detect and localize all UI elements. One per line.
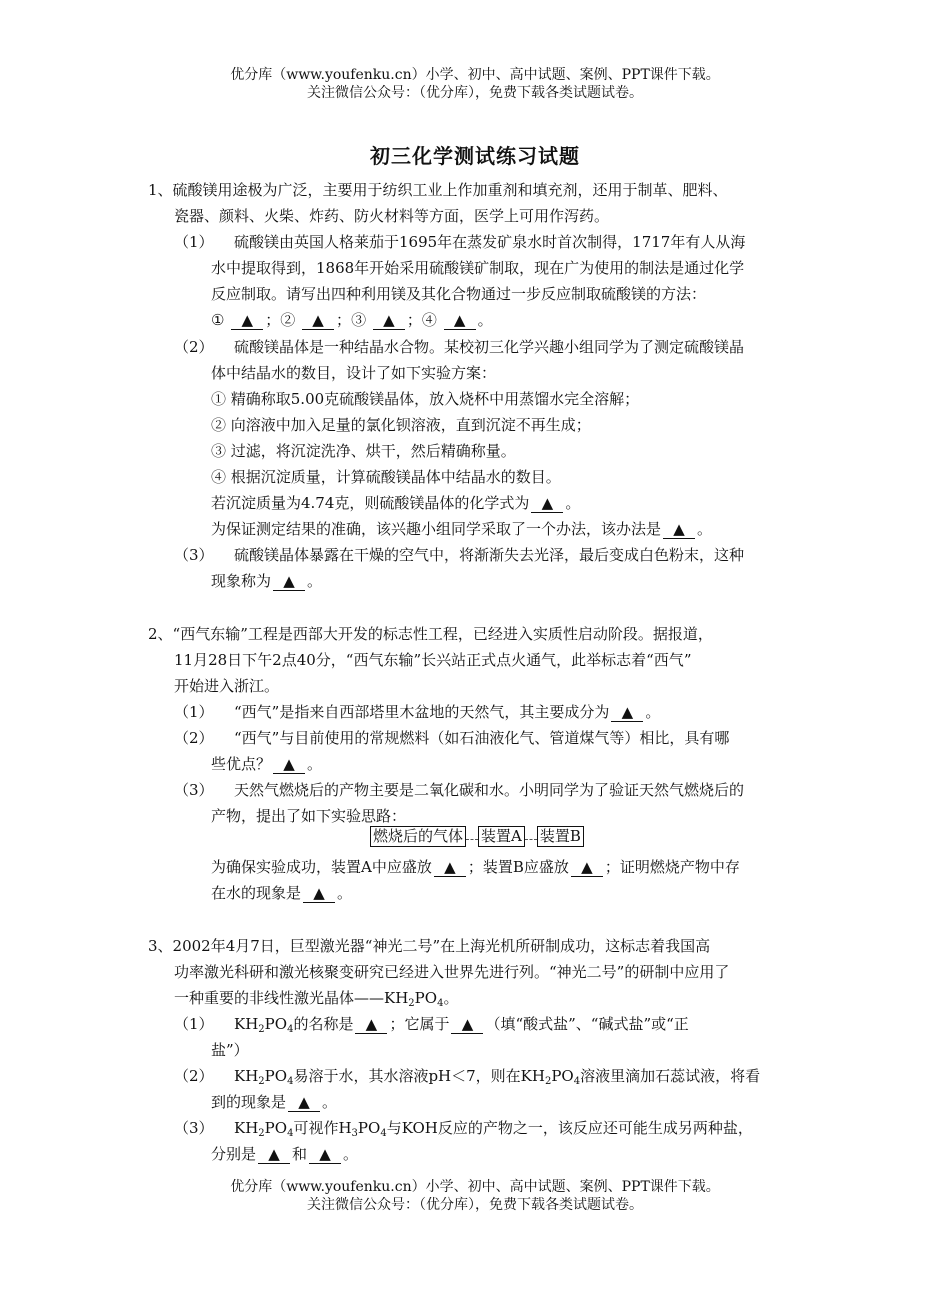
page-title: 初三化学测试练习试题 (370, 144, 580, 168)
q3-stem-line-1: 3、2002年4月7日，巨型激光器“神光二号”在上海光机所研制成功，这标志着我国高 (148, 937, 711, 955)
question-text: 的名称是 (293, 1015, 354, 1033)
subscript: 4 (287, 1128, 294, 1139)
footer-line-1: 优分库（www.youfenku.cn）小学、初中、高中试题、案例、PPT课件下载。 (230, 1179, 720, 1195)
answer-blank[interactable]: ▲ (309, 1146, 341, 1164)
period: 。 (697, 520, 713, 538)
q2-part3-line-3 (211, 857, 740, 877)
q2-part3-line-2: 产物，提出了如下实验思路： (211, 807, 407, 825)
q3-part1-tag: （1） (174, 1015, 214, 1033)
q1-part1-line-1 (174, 232, 745, 252)
question-text: 为保证测定结果的准确，该兴趣小组同学采取了一个办法，该办法是 (211, 520, 662, 538)
question-text: 易溶于水，其水溶液pH＜7，则在KH (293, 1067, 545, 1085)
q2-part2-line-1 (174, 728, 729, 748)
question-text: （填“酸式盐”、“碱式盐”或“正 (485, 1015, 689, 1033)
answer-blank[interactable]: ▲ (444, 312, 476, 330)
subscript: 2 (258, 1128, 265, 1139)
q3-part3-line-2 (211, 1144, 358, 1164)
answer-blank[interactable]: ▲ (258, 1146, 290, 1164)
q3-part2-line-1 (174, 1066, 760, 1086)
question-text: 若沉淀质量为4.74克，则硫酸镁晶体的化学式为 (211, 494, 530, 512)
question-text: 与KOH反应的产物之一，该反应还可能生成另两种盐， (386, 1119, 753, 1137)
question-text: “西气”是指来自西部塔里木盆地的天然气，其主要成分为 (234, 703, 610, 721)
formula-part: H (338, 1119, 352, 1137)
footer-line-2: 关注微信公众号：（优分库），免费下载各类试题试卷。 (307, 1197, 643, 1213)
question-text: ；装置B应盛放 (467, 858, 569, 876)
separator: ； (336, 311, 352, 329)
question-text: 和 (292, 1145, 308, 1163)
formula-part: KH (234, 1119, 259, 1137)
circle-2: ② (280, 311, 296, 329)
header-line-2: 关注微信公众号：（优分库），免费下载各类试题试卷。 (307, 85, 643, 101)
formula-part: PO (551, 1067, 574, 1085)
question-text: 些优点？ (211, 755, 272, 773)
q1-part3-line-2 (211, 571, 322, 591)
q2-stem-line-1: 2、“西气东输”工程是西部大开发的标志性工程，已经进入实质性启动阶段。据报道， (148, 625, 713, 643)
q2-part1-line-1 (174, 702, 660, 722)
answer-blank[interactable]: ▲ (571, 859, 603, 877)
q1-part1-text: 硫酸镁由英国人格莱茄于1695年在蒸发矿泉水时首次制得，1717年有人从海 (234, 233, 746, 251)
page-footer (0, 1178, 950, 1214)
q3-part1-line-2: 盐”） (211, 1041, 249, 1059)
subscript: 3 (351, 1128, 358, 1139)
q3-part1-line-1 (174, 1014, 689, 1034)
flow-box-device-a: 装置A (478, 826, 525, 847)
q1-step-3: ③ 过滤，将沉淀洗净、烘干，然后精确称量。 (211, 442, 516, 460)
subscript: 2 (258, 1024, 265, 1035)
question-text: 到的现象是 (211, 1093, 287, 1111)
question-text: 现象称为 (211, 572, 272, 590)
flow-box-gas: 燃烧后的气体 (370, 826, 466, 847)
question-text: 可视作 (293, 1119, 339, 1137)
circle-1: ① (211, 311, 225, 329)
formula-part: PO (264, 1067, 288, 1085)
question-text: 一种重要的非线性激光晶体——KH (174, 989, 409, 1007)
q2-part2-tag: （2） (174, 729, 214, 747)
subscript: 4 (287, 1024, 294, 1035)
circle-4: ④ (421, 311, 437, 329)
subscript: 2 (408, 998, 415, 1009)
question-text: 分别是 (211, 1145, 257, 1163)
answer-blank[interactable]: ▲ (434, 859, 466, 877)
q1-step-1: ① 精确称取5.00克硫酸镁晶体，放入烧杯中用蒸馏水完全溶解； (211, 390, 640, 408)
q3-part2-tag: （2） (174, 1067, 214, 1085)
q2-stem-line-3: 开始进入浙江。 (174, 677, 280, 695)
answer-blank[interactable]: ▲ (288, 1094, 320, 1112)
question-text: 溶液里滴加石蕊试液，将看 (580, 1067, 761, 1085)
q1-part1-answers (211, 310, 493, 330)
page-header (0, 66, 950, 102)
q1-stem-line-1: 1、硫酸镁用途极为广泛，主要用于纺织工业上作加重剂和填充剂，还用于制革、肥料、 (148, 181, 728, 199)
q2-part3-tag: （3） (174, 781, 214, 799)
period: 。 (307, 755, 323, 773)
subscript: 4 (380, 1128, 387, 1139)
q3-part2-line-2 (211, 1092, 337, 1112)
answer-blank[interactable]: ▲ (355, 1016, 387, 1034)
question-text: ；它属于 (389, 1015, 450, 1033)
q1-part2-line-1 (174, 337, 744, 357)
period: 。 (307, 572, 323, 590)
q1-stem-line-2: 瓷器、颜料、火柴、炸药、防火材料等方面，医学上可用作泻药。 (174, 207, 610, 225)
q1-part1-tag: （1） (174, 233, 214, 251)
q1-part2-line-2: 体中结晶水的数目，设计了如下实验方案： (211, 364, 497, 382)
flow-arrow-icon (525, 839, 537, 840)
separator: ； (265, 311, 281, 329)
q2-part3-line-1 (174, 780, 744, 800)
question-text: 天然气燃烧后的产物主要是二氧化碳和水。小明同学为了验证天然气燃烧后的 (234, 781, 745, 799)
q1-part3-line-1 (174, 545, 744, 565)
period: 。 (322, 1093, 338, 1111)
subscript: 2 (258, 1076, 265, 1087)
answer-blank[interactable]: ▲ (611, 704, 643, 722)
q1-part1-line-2: 水中提取得到，1868年开始采用硫酸镁矿制取，现在广为使用的制法是通过化学 (211, 259, 745, 277)
answer-blank[interactable]: ▲ (303, 885, 335, 903)
answer-blank[interactable]: ▲ (273, 756, 305, 774)
q3-stem-line-2: 功率激光科研和激光核聚变研究已经进入世界先进行列。“神光二号”的研制中应用了 (174, 963, 730, 981)
period: 。 (337, 884, 353, 902)
q1-part1-line-3: 反应制取。请写出四种利用镁及其化合物通过一步反应制取硫酸镁的方法： (211, 285, 707, 303)
formula-part: KH (234, 1015, 259, 1033)
formula-part: KH (234, 1067, 259, 1085)
experiment-flow-diagram (370, 826, 584, 848)
answer-blank[interactable]: ▲ (273, 573, 305, 591)
q2-part1-tag: （1） (174, 703, 214, 721)
answer-blank[interactable]: ▲ (451, 1016, 483, 1034)
formula-part: PO (414, 989, 438, 1007)
q3-part3-tag: （3） (174, 1119, 214, 1137)
separator: ； (406, 311, 422, 329)
q1-part3-tag: （3） (174, 546, 214, 564)
q2-stem-line-2: 11月28日下午2点40分，“西气东输”长兴站正式点火通气，此举标志着“西气” (174, 651, 692, 669)
subscript: 4 (287, 1076, 294, 1087)
subscript: 2 (544, 1076, 552, 1087)
q1-part2-tag: （2） (174, 338, 214, 356)
question-text: 为确保实验成功，装置A中应盛放 (211, 858, 432, 876)
formula-part: PO (357, 1119, 381, 1137)
formula-part: PO (264, 1119, 288, 1137)
period: 。 (343, 1145, 359, 1163)
subscript: 4 (573, 1076, 581, 1087)
q1-question-a (211, 493, 580, 513)
subscript: 4 (437, 998, 444, 1009)
q2-part2-line-2 (211, 754, 322, 774)
header-line-1: 优分库（www.youfenku.cn）小学、初中、高中试题、案例、PPT课件下载。 (230, 67, 720, 83)
question-text: ；证明燃烧产物中存 (604, 858, 740, 876)
q1-part2-text: 硫酸镁晶体是一种结晶水合物。某校初三化学兴趣小组同学为了测定硫酸镁晶 (234, 338, 745, 356)
q3-stem-line-3 (174, 988, 458, 1008)
question-text: “西气”与目前使用的常规燃料（如石油液化气、管道煤气等）相比，具有哪 (234, 729, 730, 747)
q1-question-b (211, 519, 712, 539)
q1-part3-text: 硫酸镁晶体暴露在干燥的空气中，将渐渐失去光泽，最后变成白色粉末，这种 (234, 546, 745, 564)
period: 。 (645, 703, 661, 721)
answer-blank[interactable]: ▲ (663, 521, 695, 539)
period: 。 (477, 311, 493, 329)
question-text: 在水的现象是 (211, 884, 302, 902)
flow-arrow-icon (466, 839, 478, 840)
answer-blank[interactable]: ▲ (231, 312, 263, 330)
q1-step-2: ② 向溶液中加入足量的氯化钡溶液，直到沉淀不再生成； (211, 416, 591, 434)
answer-blank[interactable]: ▲ (302, 312, 334, 330)
circle-3: ③ (351, 311, 367, 329)
answer-blank[interactable]: ▲ (373, 312, 405, 330)
period: 。 (443, 989, 459, 1007)
period: 。 (565, 494, 581, 512)
q1-step-4: ④ 根据沉淀质量，计算硫酸镁晶体中结晶水的数目。 (211, 468, 561, 486)
answer-blank[interactable]: ▲ (531, 495, 563, 513)
q3-part3-line-1 (174, 1118, 753, 1138)
q2-part3-line-4 (211, 883, 352, 903)
flow-box-device-b: 装置B (537, 826, 584, 847)
formula-part: PO (264, 1015, 288, 1033)
